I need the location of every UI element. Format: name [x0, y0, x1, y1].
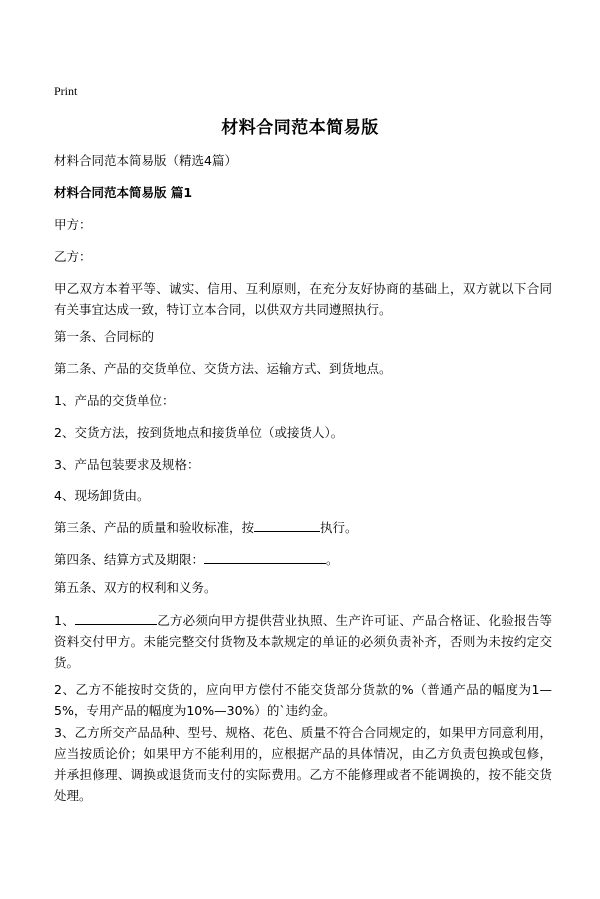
fill-in-blank [254, 516, 320, 532]
print-label: Print [54, 84, 78, 98]
clause-3: 3、乙方所交产品品种、型号、规格、花色、质量不符合合同规定的，如果甲方同意利用，应当按质论价；如果甲方不能利用的，应根据产品的具体情况，由乙方负责包换或包修，并承担修理、调换或退货而支付的实际费用。乙方不能修理或者不能调换的，按不能交货处理。 [54, 725, 552, 803]
article-4-prefix: 第四条、结算方式及期限： [54, 552, 205, 567]
clause-1-text: 乙方必须向甲方提供营业执照、生产许可证、产品合格证、化验报告等资料交付甲方。未能完整交付货物及本款规定的单证的必须负责补齐，否则为未按约定交货。 [54, 613, 552, 670]
fill-in-blank [75, 609, 157, 625]
intro-paragraph: 甲乙双方本着平等、诚实、信用、互利原则，在充分友好协商的基础上，双方就以下合同有关事宜达成一致，特订立本合同，以供双方共同遵照执行。 [54, 281, 552, 317]
article-3-prefix: 第三条、产品的质量和验收标准，按 [54, 520, 255, 535]
article-3 [54, 516, 554, 538]
section-heading: 材料合同范本简易版 篇1 [54, 185, 193, 200]
item-3: 3、产品包装要求及规格： [54, 457, 200, 472]
party-a-label: 甲方： [54, 217, 92, 232]
article-2: 第二条、产品的交货单位、交货方法、运输方式、到货地点。 [54, 361, 392, 376]
clause-1 [54, 609, 552, 673]
article-4-suffix: 。 [326, 552, 339, 567]
article-5: 第五条、双方的权利和义务。 [54, 580, 217, 595]
document-subtitle: 材料合同范本简易版（精选4篇） [54, 153, 237, 168]
item-2: 2、交货方法，按到货地点和接货单位（或接货人）。 [54, 425, 344, 440]
clause-1-prefix: 1、 [54, 613, 75, 628]
clause-2: 2、乙方不能按时交货的，应向甲方偿付不能交货部分货款的%（普通产品的幅度为1—5%，专用产品的幅度为10%—30%）的`违约金。 [54, 682, 552, 718]
party-b-label: 乙方： [54, 249, 92, 264]
fill-in-blank [204, 548, 326, 564]
article-1: 第一条、合同标的 [54, 329, 155, 344]
article-3-suffix: 执行。 [320, 520, 358, 535]
item-4: 4、现场卸货由。 [54, 488, 150, 503]
item-1: 1、产品的交货单位： [54, 393, 175, 408]
page-title: 材料合同范本简易版 [221, 118, 379, 138]
article-4 [54, 548, 554, 570]
